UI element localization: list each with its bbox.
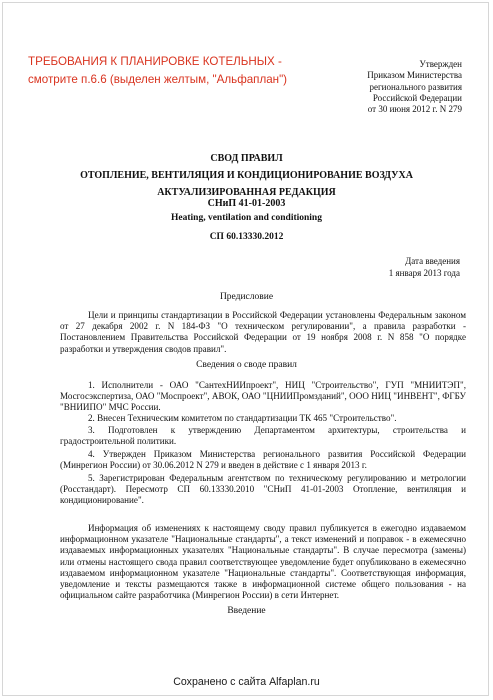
- introduction-heading: Введение: [227, 606, 266, 616]
- approval-line-5: от 30 июня 2012 г. N 279: [367, 104, 462, 115]
- introduction-date-label: Дата введения: [405, 256, 460, 266]
- approval-block: [302, 59, 462, 115]
- info-item-2: 2. Внесен Техническим комитетом по стандартизации ТК 465 "Строительство".: [88, 413, 397, 423]
- info-item-3: 3. Подготовлен к утверждению Департаментом архитектуры, строительства и градостроительной политики.: [60, 425, 466, 447]
- english-title: Heating, ventilation and conditioning: [171, 213, 322, 223]
- code-of-rules-title: СВОД ПРАВИЛ: [210, 153, 283, 164]
- planning-requirements-notice: [28, 53, 287, 89]
- snip-number: СНиП 41-01-2003: [207, 198, 286, 209]
- introduction-date-value: 1 января 2013 года: [388, 267, 460, 278]
- info-item-4: 4. Утвержден Приказом Министерства регионального развития Российской Федерации (Минрегион России) от 30.06.2012 N 279 и введен в действие с 1 января 2013 г.: [60, 449, 466, 471]
- approval-line-2: Приказом Министерства: [367, 70, 462, 81]
- info-heading: Сведения о своде правил: [196, 360, 297, 370]
- introduction-date: [300, 256, 460, 279]
- sp-number: СП 60.13330.2012: [209, 232, 284, 242]
- info-item-1: 1. Исполнители - ОАО "СантехНИИпроект", НИЦ "Строительство", ГУП "МНИИТЭП", Мосгосэкспертиза, ОАО "Моспроект", АВОК, ОАО "ЦНИИПромзданий", ООО НИЦ "ИНВЕНТ", ФГБУ "ВНИИПО" МЧС России.: [60, 380, 466, 413]
- edition-label: АКТУАЛИЗИРОВАННАЯ РЕДАКЦИЯ: [157, 187, 336, 198]
- notice-line-1: ТРЕБОВАНИЯ К ПЛАНИРОВКЕ КОТЕЛЬНЫХ -: [28, 55, 282, 68]
- approval-line-3: регионального развития: [369, 81, 462, 92]
- approval-line-1: Утвержден: [419, 59, 462, 69]
- notice-line-2: смотрите п.6.6 (выделен желтым, "Альфаплан"): [28, 73, 288, 86]
- preface-paragraph: Цели и принципы стандартизации в Российской Федерации установлены Федеральным законом от 27 декабря 2002 г. N 184-ФЗ "О техническом регулировании", а правила разработки - Постановлением Правительства Российской Федерации от 19 ноября 2008 г. N 858 "О порядке разработки и утверждения сводов правил".: [60, 310, 466, 354]
- preface-heading: Предисловие: [219, 292, 274, 302]
- amendments-notice-paragraph: Информация об изменениях к настоящему своду правил публикуется в ежегодно издаваемом информационном указателе "Национальные стандарты", а текст изменений и поправок - в ежемесячно издаваемых информационных указателях "Национальные стандарты". В случае пересмотра (замены) или отмены настоящего свода правил соответствующее уведомление будет опубликовано в ежемесячно издаваемом информационном указателе "Национальные стандарты". Соответствующая информация, уведомление и тексты размещаются также в информационной системе общего пользования - на официальном сайте разработчика (Минрегион России) в сети Интернет.: [60, 523, 466, 601]
- saved-from-footer: Сохранено с сайта Alfaplan.ru: [173, 676, 320, 688]
- approval-line-4: Российской Федерации: [372, 92, 462, 103]
- info-item-5: 5. Зарегистрирован Федеральным агентством по техническому регулированию и метрологии (Росстандарт). Пересмотр СП 60.13330.2010 "СНиП 41-01-2003 Отопление, вентиляция и кондиционирование".: [60, 473, 466, 506]
- document-subject-title: ОТОПЛЕНИЕ, ВЕНТИЛЯЦИЯ И КОНДИЦИОНИРОВАНИЕ ВОЗДУХА: [80, 170, 413, 181]
- edition-title: [0, 187, 493, 209]
